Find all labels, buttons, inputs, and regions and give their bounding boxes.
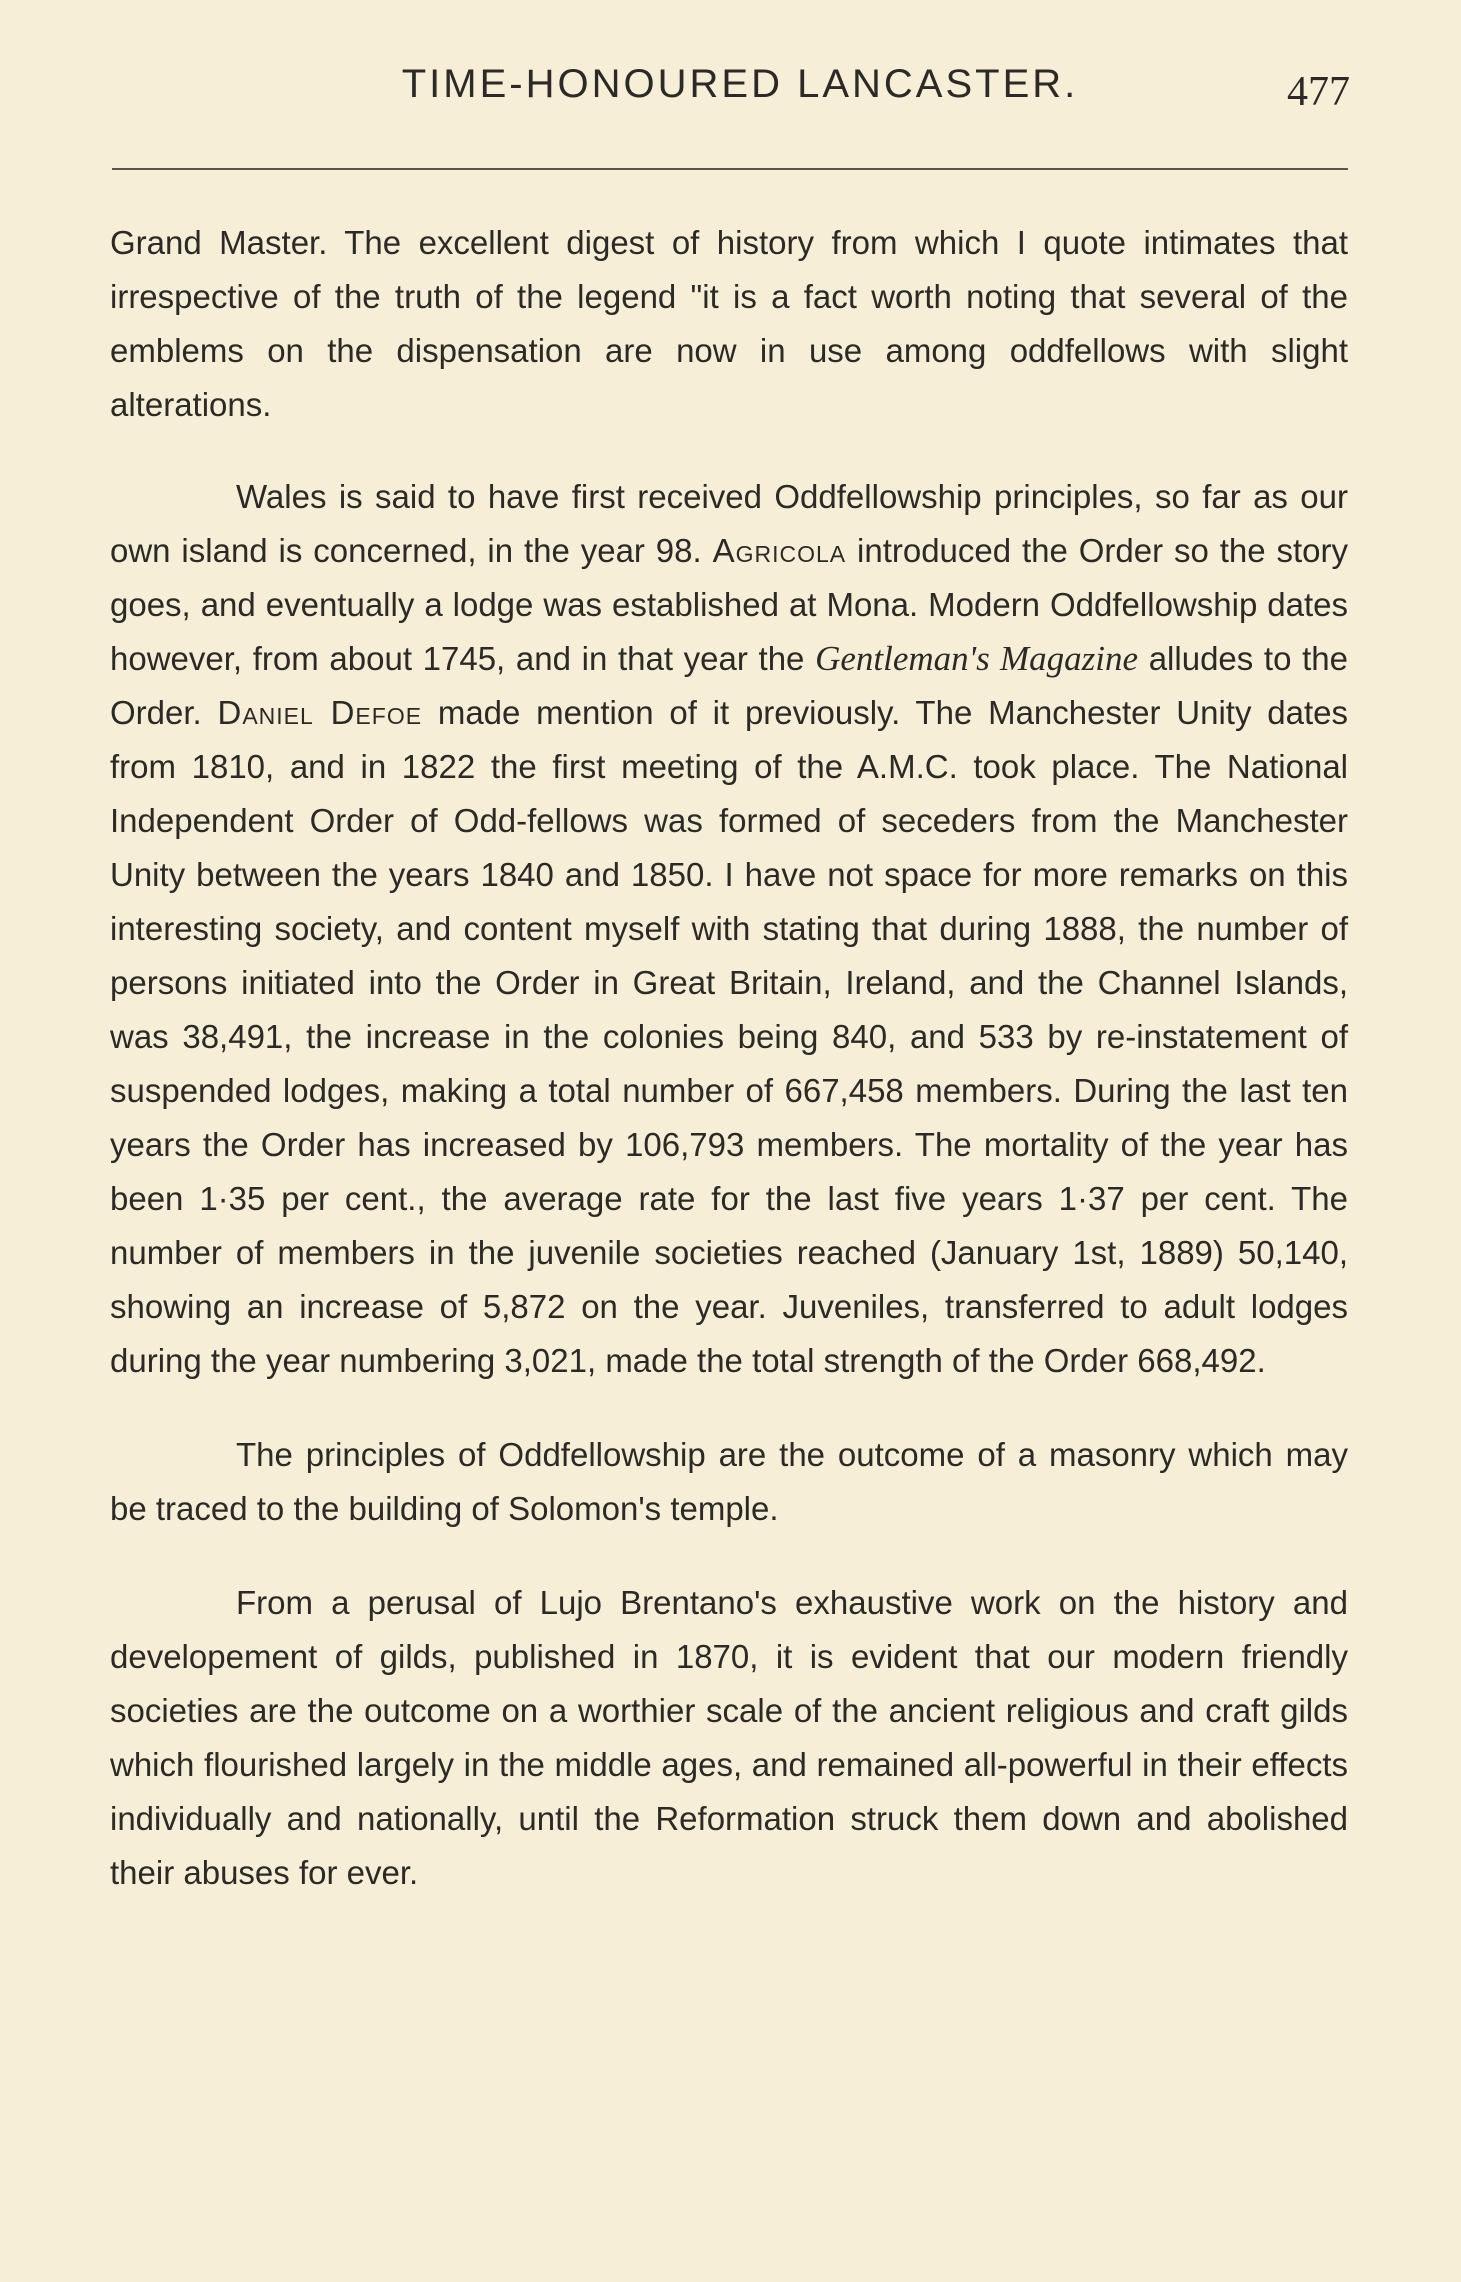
title-gentlemans-magazine: Gentleman's Magazine: [815, 639, 1139, 678]
running-head: [110, 62, 1350, 122]
running-head-title: TIME-HONOURED LANCASTER.: [401, 62, 1079, 106]
paragraph-grand-master: Grand Master. The excellent digest of history from which I quote intimates that irrespective of the truth of the legend "it is a fact worth noting that several of the emblems on the dispensation are now in use among oddfellows with slight alterations.: [110, 224, 1348, 423]
body-text: [110, 216, 1348, 1940]
header-rule: [112, 168, 1348, 170]
name-agricola: Agricola: [712, 532, 847, 569]
paragraph-brentano: From a perusal of Lujo Brentano's exhaustive work on the history and developement of gilds, published in 1870, it is evident that our modern friendly societies are the outcome on a worthier scale of the ancient religious and craft gilds which flourished largely in the middle ages, and remained all-powerful in their effects individually and nationally, until the Reformation struck them down and abolished their abuses for ever.: [110, 1584, 1348, 1891]
paragraph-wales: [110, 470, 1348, 1388]
paragraph-wales-part4: made mention of it previously. The Manchester Unity dates from 1810, and in 1822 the first meeting of the A.M.C. took place. The National Independent Order of Odd-fellows was formed of seceders from the Manchester Unity between the years 1840 and 1850. I have not space for more remarks on this interesting society, and content myself with stating that during 1888, the number of persons initiated into the Order in Great Britain, Ireland, and the Channel Islands, was 38,491, the increase in the colonies being 840, and 533 by re-instatement of suspended lodges, making a total number of 667,458 members. During the last ten years the Order has increased by 106,793 members. The mortality of the year has been 1·35 per cent., the average rate for the last five years 1·37 per cent. The number of members in the juvenile societies reached (January 1st, 1889) 50,140, showing an increase of 5,872 on the year. Juveniles, transferred to adult lodges during the year numbering 3,021, made the total strength of the Order 668,492.: [110, 694, 1348, 1379]
paragraph-principles: The principles of Oddfellowship are the outcome of a masonry which may be traced to the building of Solomon's temple.: [110, 1436, 1348, 1527]
paragraph-wales-part1: Wales is said to have first received Oddfellowship principles, so far as our own island is concerned, in the year 98.: [110, 478, 1348, 569]
paragraph-wales-part3: alludes to the Order.: [110, 640, 1348, 731]
page-number: 477: [1287, 69, 1350, 115]
name-daniel-defoe: Daniel Defoe: [217, 694, 423, 731]
paragraph-wales-part2: introduced the Order so the story goes, and eventually a lodge was established at Mona. Modern Oddfellowship dates however, from about 1745, and in that year the: [110, 532, 1349, 677]
